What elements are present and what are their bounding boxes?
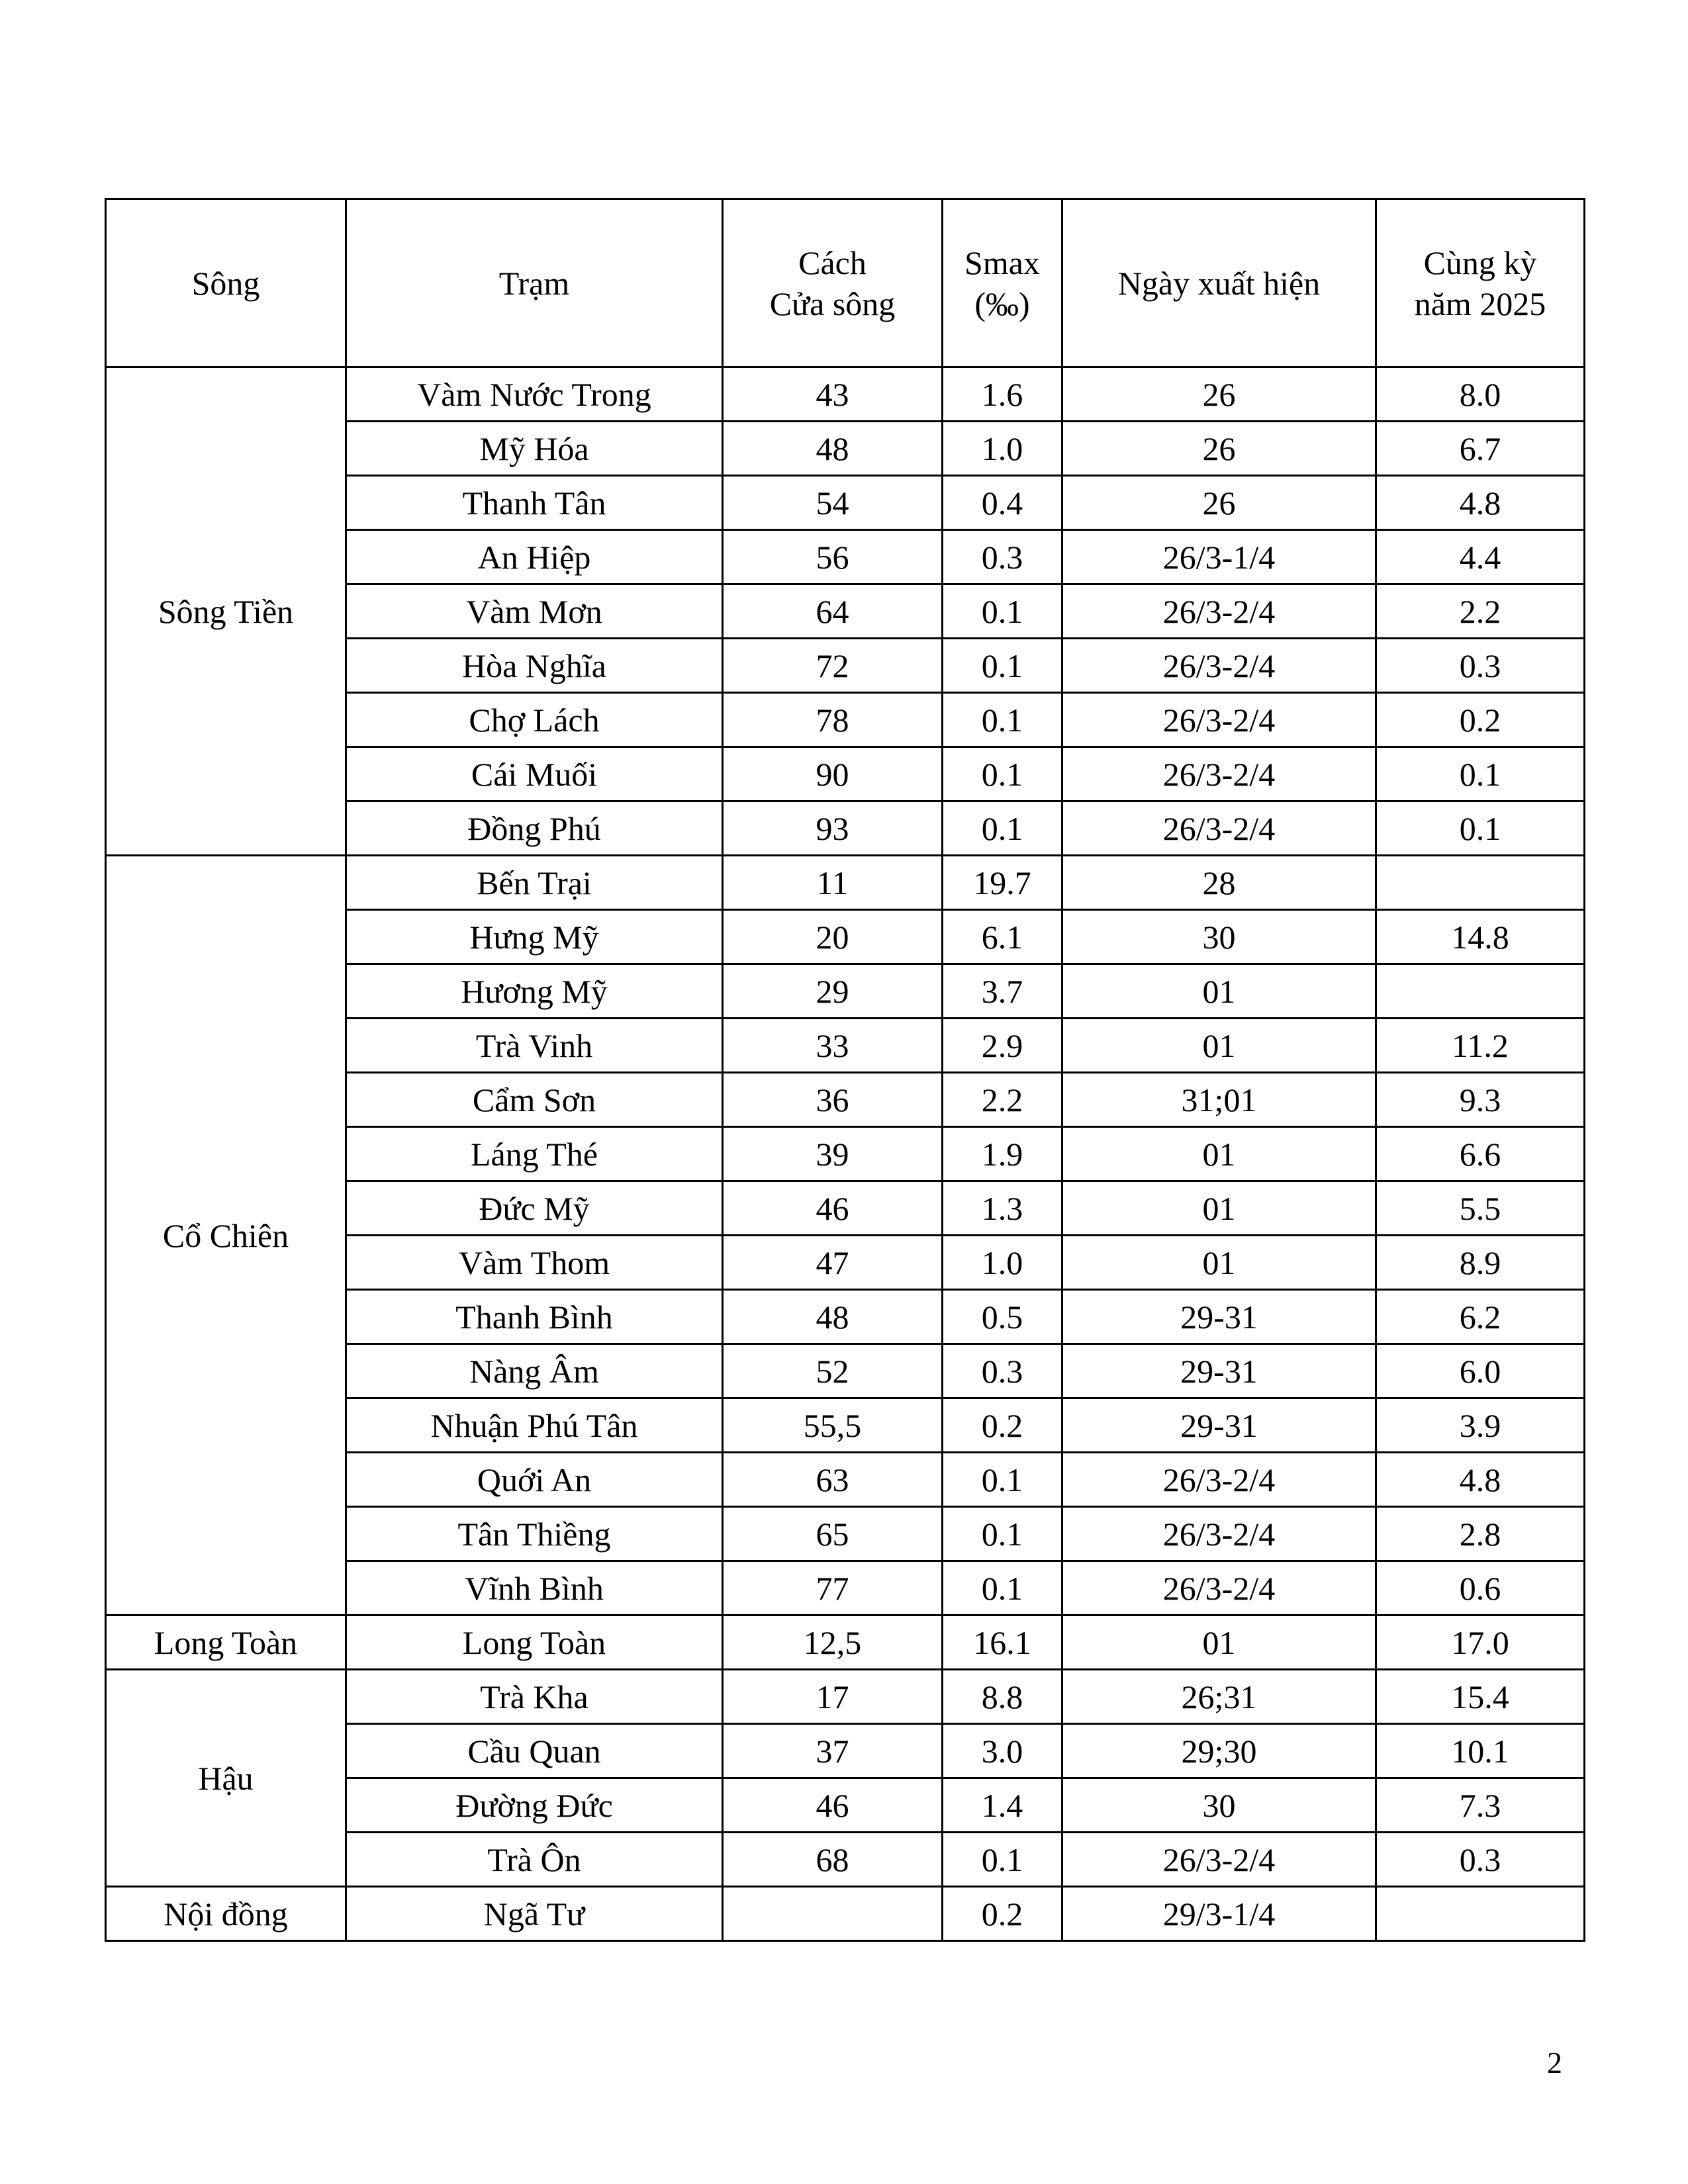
smax-cell: 2.2: [943, 1073, 1062, 1127]
river-cell: Long Toàn: [106, 1615, 346, 1670]
same-period-cell: 0.3: [1376, 1833, 1585, 1887]
same-period-cell: 11.2: [1376, 1019, 1585, 1073]
station-cell: Trà Vinh: [346, 1019, 723, 1073]
smax-cell: 0.5: [943, 1290, 1062, 1344]
header-cach-cua-song: [723, 199, 943, 367]
station-cell: Cầu Quan: [346, 1724, 723, 1778]
distance-cell: 55,5: [723, 1398, 943, 1453]
smax-cell: 0.2: [943, 1398, 1062, 1453]
same-period-cell: 8.9: [1376, 1236, 1585, 1290]
smax-cell: 1.3: [943, 1181, 1062, 1236]
same-period-cell: 7.3: [1376, 1778, 1585, 1833]
distance-cell: 65: [723, 1507, 943, 1561]
date-cell: 29-31: [1062, 1344, 1376, 1398]
smax-cell: 0.4: [943, 476, 1062, 530]
same-period-cell: 8.0: [1376, 367, 1585, 422]
river-cell: Cổ Chiên: [106, 856, 346, 1615]
header-ngay-xuat-hien: Ngày xuất hiện: [1062, 199, 1376, 367]
distance-cell: 90: [723, 747, 943, 801]
station-cell: Vĩnh Bình: [346, 1561, 723, 1615]
station-cell: Ngã Tư: [346, 1887, 723, 1941]
header-song: Sông: [106, 199, 346, 367]
date-cell: 26/3-1/4: [1062, 530, 1376, 584]
table-row: [106, 367, 1585, 422]
page-number: 2: [1547, 2046, 1562, 2079]
distance-cell: 12,5: [723, 1615, 943, 1670]
station-cell: Thanh Tân: [346, 476, 723, 530]
smax-cell: 0.1: [943, 639, 1062, 693]
distance-cell: 46: [723, 1181, 943, 1236]
smax-cell: 1.0: [943, 1236, 1062, 1290]
table-row: [106, 1887, 1585, 1941]
date-cell: 30: [1062, 1778, 1376, 1833]
distance-cell: 43: [723, 367, 943, 422]
river-cell: Nội đồng: [106, 1887, 346, 1941]
header-cach-line1: Cách: [798, 244, 867, 281]
date-cell: 31;01: [1062, 1073, 1376, 1127]
date-cell: 29/3-1/4: [1062, 1887, 1376, 1941]
smax-cell: 3.0: [943, 1724, 1062, 1778]
smax-cell: 0.1: [943, 1453, 1062, 1507]
station-cell: Đường Đức: [346, 1778, 723, 1833]
date-cell: 01: [1062, 1615, 1376, 1670]
same-period-cell: 0.6: [1376, 1561, 1585, 1615]
distance-cell: 48: [723, 1290, 943, 1344]
distance-cell: 72: [723, 639, 943, 693]
same-period-cell: 2.2: [1376, 584, 1585, 639]
distance-cell: 11: [723, 856, 943, 910]
same-period-cell: 6.0: [1376, 1344, 1585, 1398]
station-cell: Long Toàn: [346, 1615, 723, 1670]
salinity-table: [105, 198, 1585, 1942]
date-cell: 26;31: [1062, 1670, 1376, 1724]
same-period-cell: 10.1: [1376, 1724, 1585, 1778]
smax-cell: 2.9: [943, 1019, 1062, 1073]
smax-cell: 16.1: [943, 1615, 1062, 1670]
distance-cell: 36: [723, 1073, 943, 1127]
date-cell: 01: [1062, 964, 1376, 1019]
same-period-cell: 0.3: [1376, 639, 1585, 693]
distance-cell: 93: [723, 801, 943, 856]
station-cell: Chợ Lách: [346, 693, 723, 747]
distance-cell: 33: [723, 1019, 943, 1073]
date-cell: 26/3-2/4: [1062, 747, 1376, 801]
station-cell: An Hiệp: [346, 530, 723, 584]
date-cell: 26/3-2/4: [1062, 584, 1376, 639]
same-period-cell: 0.1: [1376, 801, 1585, 856]
header-cung-ky-line2: năm 2025: [1414, 285, 1546, 322]
header-smax: [943, 199, 1062, 367]
smax-cell: 0.3: [943, 1344, 1062, 1398]
station-cell: Vàm Mơn: [346, 584, 723, 639]
same-period-cell: 3.9: [1376, 1398, 1585, 1453]
distance-cell: 54: [723, 476, 943, 530]
date-cell: 28: [1062, 856, 1376, 910]
river-cell: Sông Tiền: [106, 367, 346, 856]
date-cell: 26/3-2/4: [1062, 1561, 1376, 1615]
same-period-cell: 5.5: [1376, 1181, 1585, 1236]
distance-cell: 47: [723, 1236, 943, 1290]
date-cell: 26: [1062, 476, 1376, 530]
date-cell: 26/3-2/4: [1062, 1453, 1376, 1507]
same-period-cell: 6.7: [1376, 422, 1585, 476]
same-period-cell: [1376, 856, 1585, 910]
distance-cell: [723, 1887, 943, 1941]
station-cell: Trà Ôn: [346, 1833, 723, 1887]
distance-cell: 63: [723, 1453, 943, 1507]
station-cell: Nàng Âm: [346, 1344, 723, 1398]
distance-cell: 37: [723, 1724, 943, 1778]
same-period-cell: 15.4: [1376, 1670, 1585, 1724]
distance-cell: 77: [723, 1561, 943, 1615]
river-cell: Hậu: [106, 1670, 346, 1887]
same-period-cell: 9.3: [1376, 1073, 1585, 1127]
smax-cell: 1.6: [943, 367, 1062, 422]
date-cell: 26/3-2/4: [1062, 801, 1376, 856]
date-cell: 26/3-2/4: [1062, 639, 1376, 693]
station-cell: Quới An: [346, 1453, 723, 1507]
date-cell: 26: [1062, 422, 1376, 476]
same-period-cell: [1376, 964, 1585, 1019]
same-period-cell: 4.8: [1376, 1453, 1585, 1507]
same-period-cell: 4.4: [1376, 530, 1585, 584]
smax-cell: 0.1: [943, 1561, 1062, 1615]
station-cell: Đồng Phú: [346, 801, 723, 856]
distance-cell: 46: [723, 1778, 943, 1833]
same-period-cell: [1376, 1887, 1585, 1941]
distance-cell: 20: [723, 910, 943, 964]
header-smax-line1: Smax: [964, 244, 1040, 281]
station-cell: Tân Thiềng: [346, 1507, 723, 1561]
smax-cell: 0.1: [943, 801, 1062, 856]
date-cell: 01: [1062, 1019, 1376, 1073]
header-row: [106, 199, 1585, 367]
date-cell: 29-31: [1062, 1290, 1376, 1344]
date-cell: 01: [1062, 1236, 1376, 1290]
smax-cell: 0.1: [943, 747, 1062, 801]
date-cell: 01: [1062, 1181, 1376, 1236]
header-cung-ky-line1: Cùng kỳ: [1423, 244, 1537, 281]
smax-cell: 0.1: [943, 1833, 1062, 1887]
table-row: [106, 1670, 1585, 1724]
same-period-cell: 6.2: [1376, 1290, 1585, 1344]
smax-cell: 0.2: [943, 1887, 1062, 1941]
distance-cell: 29: [723, 964, 943, 1019]
same-period-cell: 6.6: [1376, 1127, 1585, 1181]
station-cell: Hòa Nghĩa: [346, 639, 723, 693]
station-cell: Nhuận Phú Tân: [346, 1398, 723, 1453]
smax-cell: 0.1: [943, 584, 1062, 639]
station-cell: Hưng Mỹ: [346, 910, 723, 964]
table-row: [106, 1615, 1585, 1670]
smax-cell: 1.4: [943, 1778, 1062, 1833]
station-cell: Láng Thé: [346, 1127, 723, 1181]
distance-cell: 52: [723, 1344, 943, 1398]
date-cell: 26/3-2/4: [1062, 1833, 1376, 1887]
smax-cell: 6.1: [943, 910, 1062, 964]
header-tram: Trạm: [346, 199, 723, 367]
date-cell: 26/3-2/4: [1062, 1507, 1376, 1561]
smax-cell: 0.1: [943, 693, 1062, 747]
distance-cell: 48: [723, 422, 943, 476]
station-cell: Mỹ Hóa: [346, 422, 723, 476]
date-cell: 01: [1062, 1127, 1376, 1181]
distance-cell: 64: [723, 584, 943, 639]
smax-cell: 8.8: [943, 1670, 1062, 1724]
same-period-cell: 0.2: [1376, 693, 1585, 747]
smax-cell: 3.7: [943, 964, 1062, 1019]
smax-cell: 0.3: [943, 530, 1062, 584]
header-smax-line2: (‰): [974, 285, 1030, 322]
smax-cell: 19.7: [943, 856, 1062, 910]
station-cell: Cẩm Sơn: [346, 1073, 723, 1127]
same-period-cell: 4.8: [1376, 476, 1585, 530]
station-cell: Vàm Thom: [346, 1236, 723, 1290]
distance-cell: 78: [723, 693, 943, 747]
station-cell: Hương Mỹ: [346, 964, 723, 1019]
station-cell: Đức Mỹ: [346, 1181, 723, 1236]
station-cell: Trà Kha: [346, 1670, 723, 1724]
table-row: [106, 856, 1585, 910]
distance-cell: 17: [723, 1670, 943, 1724]
same-period-cell: 17.0: [1376, 1615, 1585, 1670]
date-cell: 26: [1062, 367, 1376, 422]
smax-cell: 0.1: [943, 1507, 1062, 1561]
station-cell: Cái Muối: [346, 747, 723, 801]
table-body: [106, 367, 1585, 1941]
same-period-cell: 0.1: [1376, 747, 1585, 801]
same-period-cell: 2.8: [1376, 1507, 1585, 1561]
header-cung-ky: [1376, 199, 1585, 367]
date-cell: 30: [1062, 910, 1376, 964]
same-period-cell: 14.8: [1376, 910, 1585, 964]
distance-cell: 39: [723, 1127, 943, 1181]
station-cell: Bến Trại: [346, 856, 723, 910]
date-cell: 26/3-2/4: [1062, 693, 1376, 747]
smax-cell: 1.0: [943, 422, 1062, 476]
header-cach-line2: Cửa sông: [769, 285, 896, 322]
smax-cell: 1.9: [943, 1127, 1062, 1181]
station-cell: Vàm Nước Trong: [346, 367, 723, 422]
station-cell: Thanh Bình: [346, 1290, 723, 1344]
distance-cell: 56: [723, 530, 943, 584]
date-cell: 29-31: [1062, 1398, 1376, 1453]
date-cell: 29;30: [1062, 1724, 1376, 1778]
distance-cell: 68: [723, 1833, 943, 1887]
